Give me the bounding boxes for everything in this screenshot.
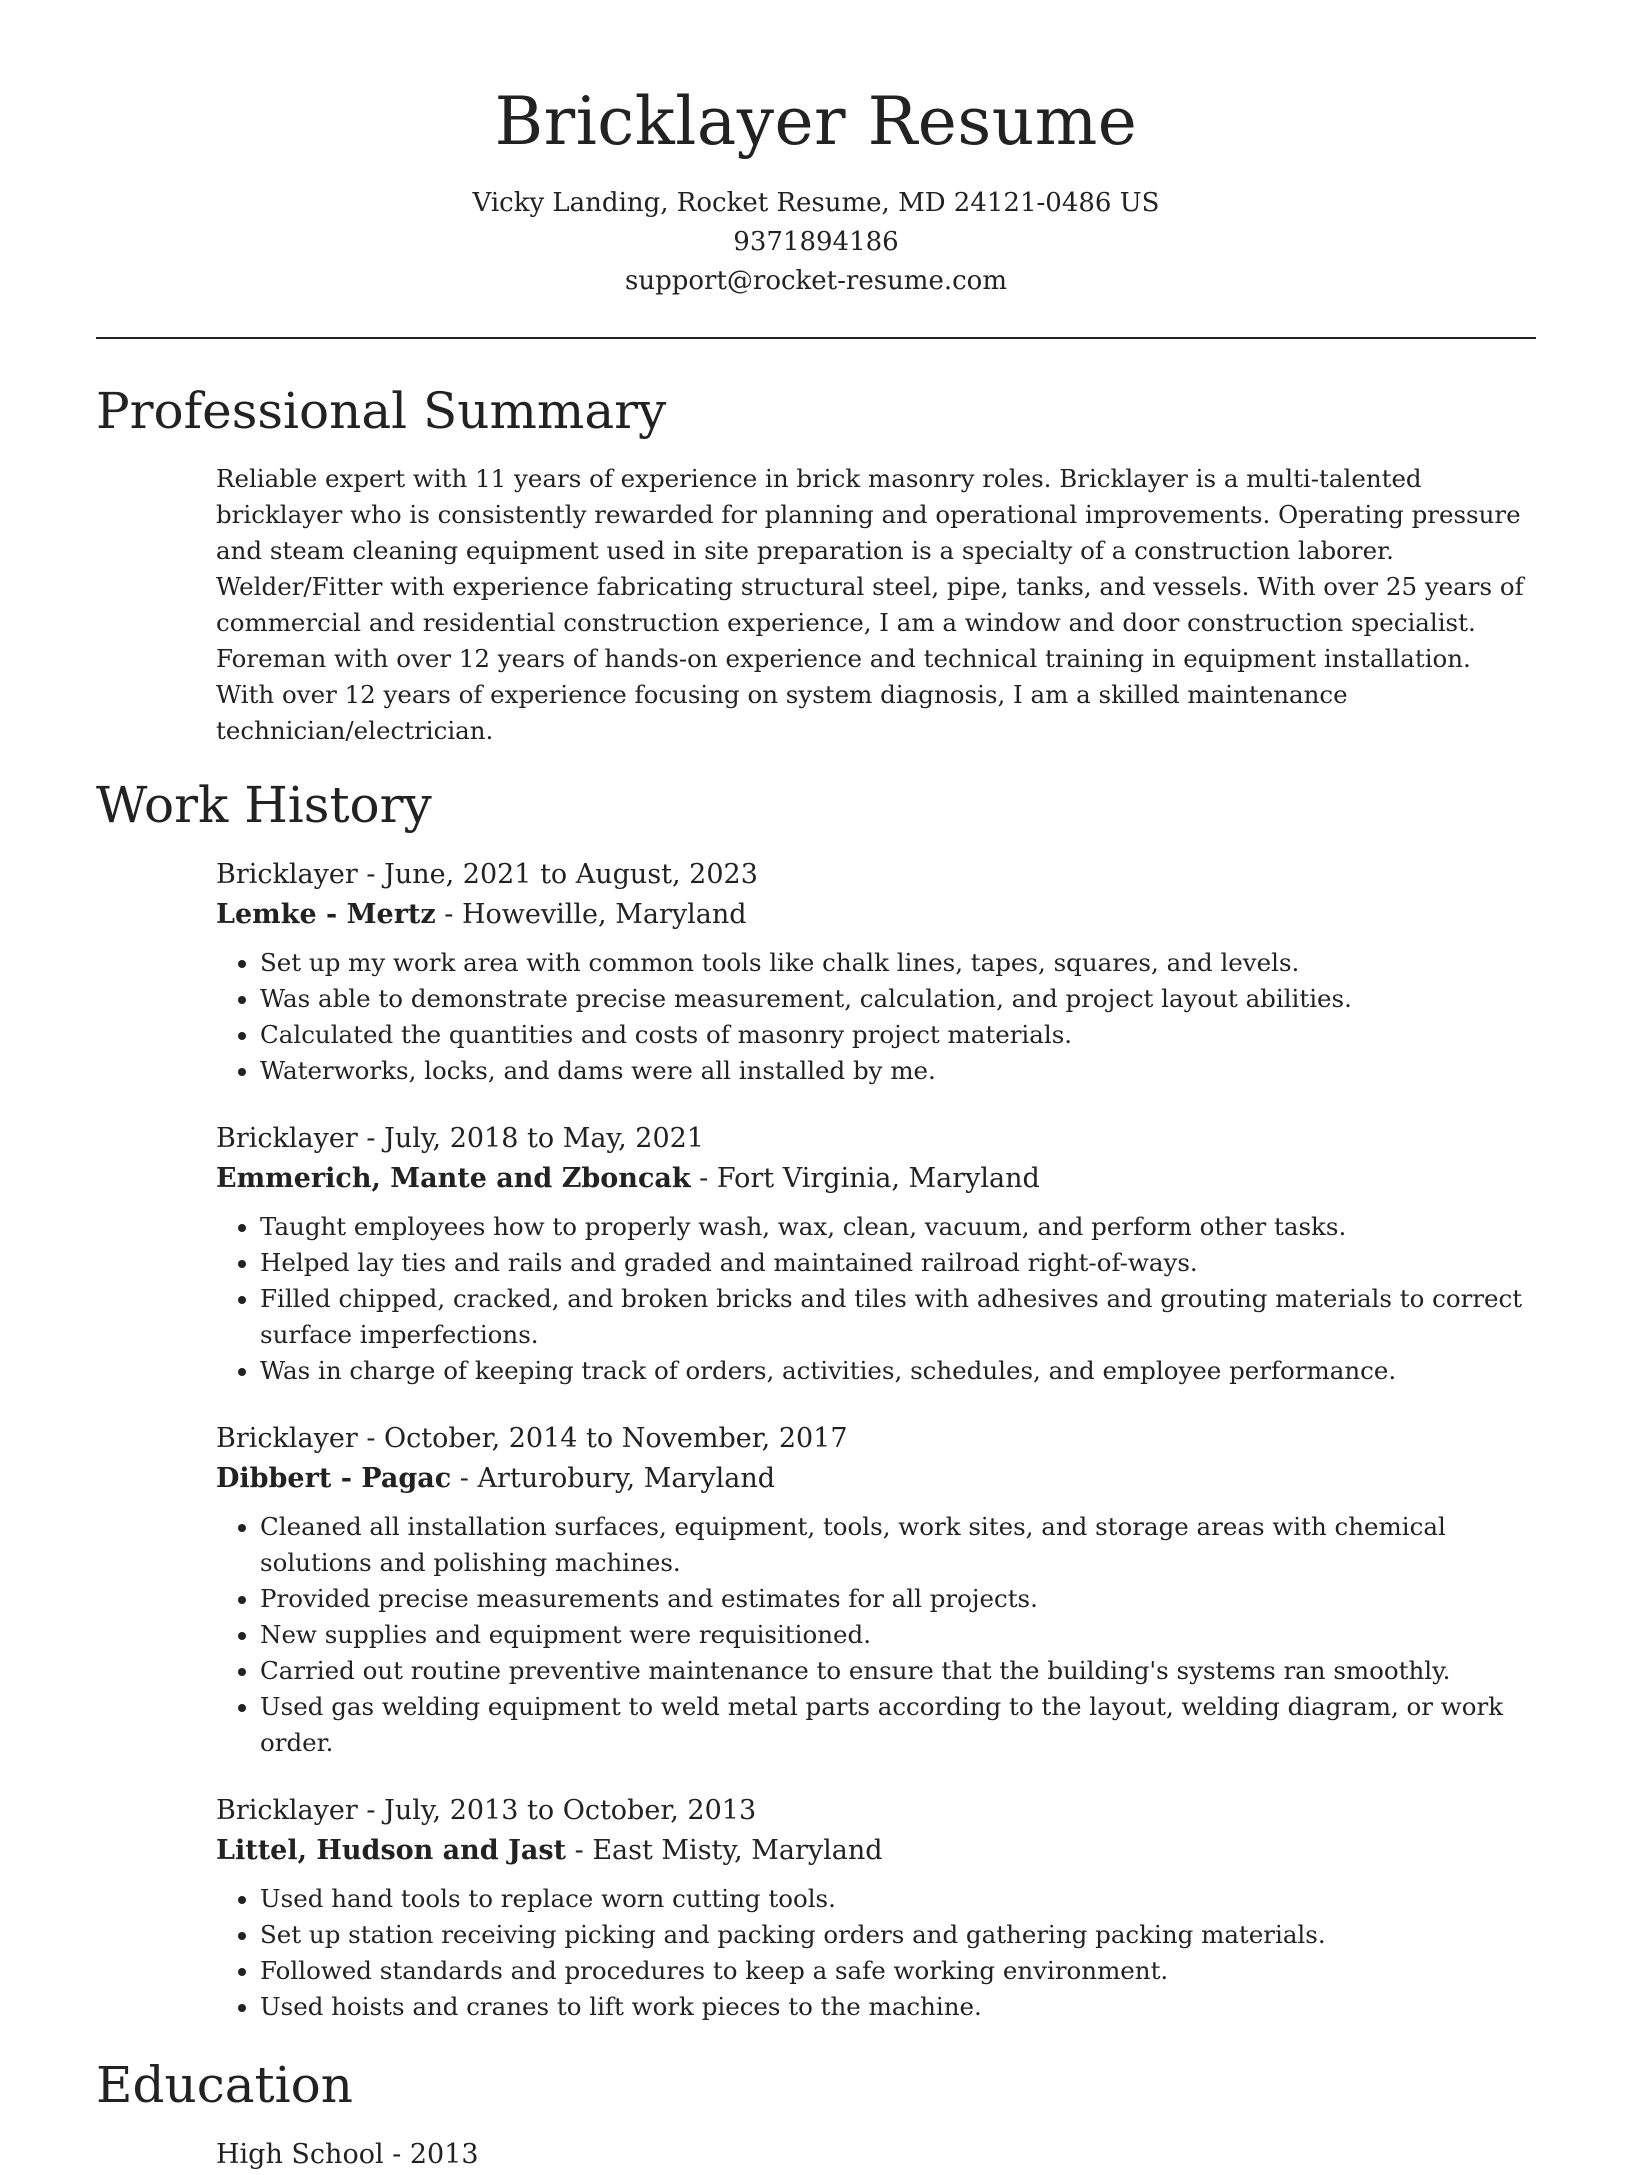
contact-address: Vicky Landing, Rocket Resume, MD 24121-0486 US (472, 187, 1160, 218)
job-bullet: • Used hoists and cranes to lift work pieces to the machine. (260, 1989, 1536, 2025)
job-bullet: • Used gas welding equipment to weld metal parts according to the layout, welding diagram, or work order. (260, 1689, 1536, 1761)
job-bullets (216, 1209, 1536, 1389)
job-bullet: • Cleaned all installation surfaces, equipment, tools, work sites, and storage areas with chemical solutions and polishing machines. (260, 1509, 1536, 1581)
job-title-line: Bricklayer - October, 2014 to November, 2017 (216, 1422, 848, 1454)
job-bullet: • Carried out routine preventive maintenance to ensure that the building's systems ran smoothly. (260, 1653, 1536, 1689)
work-history-section (96, 775, 1536, 2025)
job-entry (216, 1119, 1536, 1389)
job-title-line: Bricklayer - June, 2021 to August, 2023 (216, 858, 758, 890)
job-bullet: • Waterworks, locks, and dams were all installed by me. (260, 1053, 1536, 1089)
education-heading: Education (96, 2055, 353, 2114)
job-company: Lemke - Mertz (216, 898, 436, 930)
job-location: - Arturobury, Maryland (451, 1462, 776, 1494)
job-bullet: • New supplies and equipment were requisitioned. (260, 1617, 1536, 1653)
job-title-line: Bricklayer - July, 2013 to October, 2013 (216, 1794, 757, 1826)
job-company: Dibbert - Pagac (216, 1462, 452, 1494)
job-bullet: • Was able to demonstrate precise measurement, calculation, and project layout abilities. (260, 981, 1536, 1017)
contact-email: support@rocket-resume.com (624, 265, 1007, 296)
education-entry: High School - 2013 (216, 2138, 479, 2170)
contact-phone: 9371894186 (733, 226, 899, 257)
job-bullets (216, 945, 1536, 1089)
job-bullets (216, 1881, 1536, 2025)
education-section (96, 2055, 1536, 2175)
job-company-line (216, 1831, 1536, 1871)
job-entry (216, 855, 1536, 1089)
job-bullet: • Taught employees how to properly wash, wax, clean, vacuum, and perform other tasks. (260, 1209, 1536, 1245)
job-bullet: • Calculated the quantities and costs of masonry project materials. (260, 1017, 1536, 1053)
job-location: - East Misty, Maryland (566, 1834, 883, 1866)
job-entry (216, 1419, 1536, 1761)
summary-section (96, 381, 1536, 749)
job-bullet: • Followed standards and procedures to keep a safe working environment. (260, 1953, 1536, 1989)
summary-heading: Professional Summary (96, 381, 667, 440)
job-company: Littel, Hudson and Jast (216, 1834, 567, 1866)
resume-title: Bricklayer Resume (494, 83, 1138, 160)
job-location: - Fort Virginia, Maryland (690, 1162, 1040, 1194)
job-bullet: • Set up station receiving picking and packing orders and gathering packing materials. (260, 1917, 1536, 1953)
job-company-line (216, 1459, 1536, 1499)
job-location: - Howeville, Maryland (435, 898, 747, 930)
job-bullets (216, 1509, 1536, 1761)
job-bullet: • Helped lay ties and rails and graded and maintained railroad right-of-ways. (260, 1245, 1536, 1281)
job-bullet: • Set up my work area with common tools like chalk lines, tapes, squares, and levels. (260, 945, 1536, 981)
summary-text: Reliable expert with 11 years of experience in brick masonry roles. Bricklayer is a multi-talented bricklayer who is consistently rewarded for planning and operational improvements. Operating pressure and steam cleaning equipment used in site preparation is a specialty of a construction laborer. Welder/Fitter with experience fabricating structural steel, pipe, tanks, and vessels. With over 25 years of commercial and residential construction experience, I am a window and door construction specialist. Foreman with over 12 years of hands-on experience and technical training in equipment installation. With over 12 years of experience focusing on system diagnosis, I am a skilled maintenance technician/electrician. (216, 463, 1524, 745)
job-bullet: • Provided precise measurements and estimates for all projects. (260, 1581, 1536, 1617)
job-title-line: Bricklayer - July, 2018 to May, 2021 (216, 1122, 704, 1154)
job-bullet: • Used hand tools to replace worn cutting tools. (260, 1881, 1536, 1917)
job-company-line (216, 895, 1536, 935)
work-history-heading: Work History (96, 775, 432, 834)
resume-header (96, 0, 1536, 301)
job-bullet: • Filled chipped, cracked, and broken bricks and tiles with adhesives and grouting materials to correct surface imperfections. (260, 1281, 1536, 1353)
header-divider (96, 337, 1536, 339)
job-company-line (216, 1159, 1536, 1199)
job-bullet: • Was in charge of keeping track of orders, activities, schedules, and employee performance. (260, 1353, 1536, 1389)
job-entry (216, 1791, 1536, 2025)
job-company: Emmerich, Mante and Zboncak (216, 1162, 691, 1194)
